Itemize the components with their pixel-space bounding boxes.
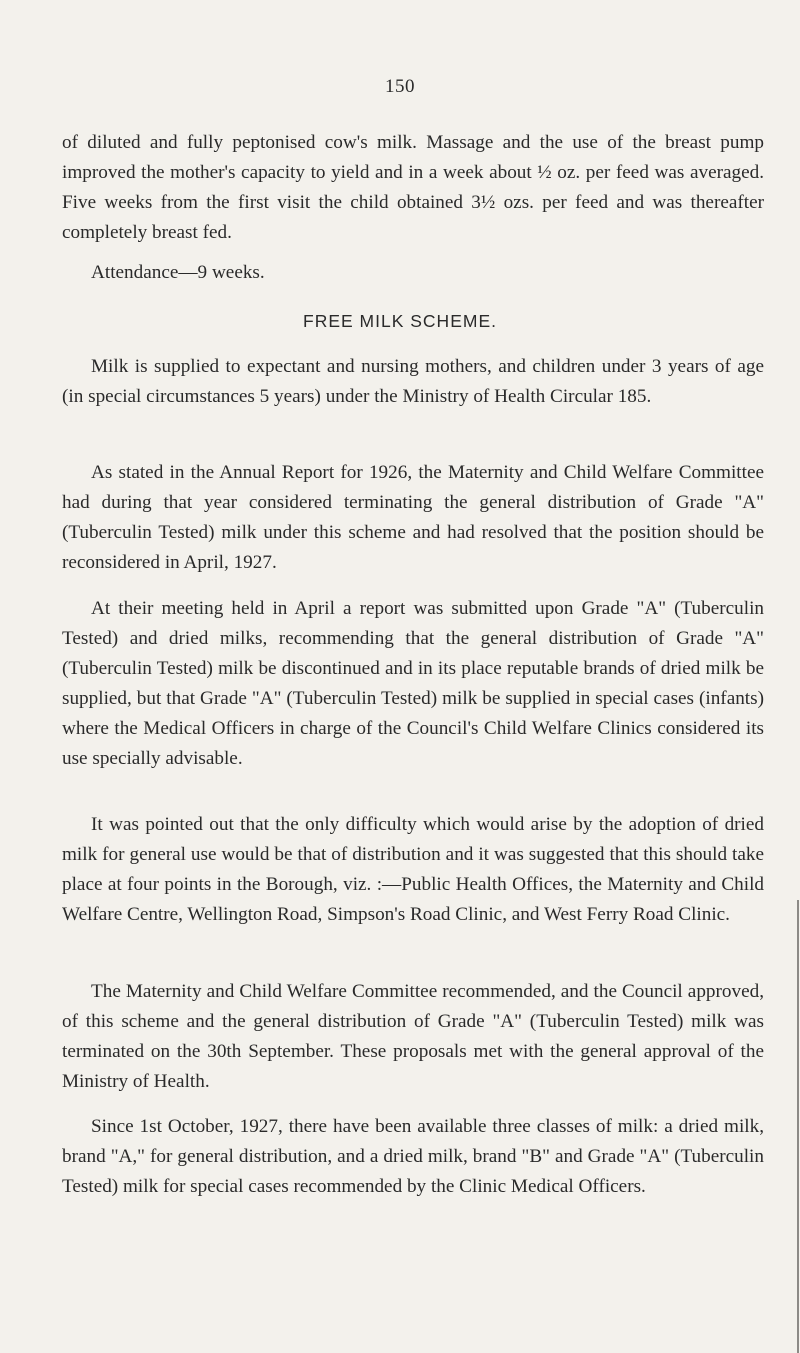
paragraph-annual-report xyxy=(62,458,764,578)
paragraph-milk-supply xyxy=(62,352,764,412)
attendance-line xyxy=(62,258,764,288)
paragraph-text: The Maternity and Child Welfare Committee recommended, and the Council approved, of this scheme and the general distribution of Grade "A" (Tuberculin Tested) milk was terminated on the 30th September. These proposals met with the general approval of the Ministry of Health. xyxy=(62,981,764,1092)
paragraph-committee xyxy=(62,977,764,1097)
paragraph-text: As stated in the Annual Report for 1926, the Maternity and Child Welfare Committee had during that year considered terminating the general distribution of Grade "A" (Tuberculin Tested) milk under this scheme and had resolved that the position should be reconsidered in April, 1927. xyxy=(62,462,764,573)
paragraph-text: of diluted and fully peptonised cow's milk. Massage and the use of the breast pump improved the mother's capacity to yield and in a week about ½ oz. per feed was averaged. Five weeks from the first visit the child obtained 3½ ozs. per feed and was thereafter completely breast fed. xyxy=(62,132,764,243)
paragraph-classes-of-milk xyxy=(62,1112,764,1202)
attendance-text: Attendance—9 weeks. xyxy=(91,262,265,283)
page-edge-shadow xyxy=(797,900,799,1353)
paragraph-text: Since 1st October, 1927, there have been available three classes of milk: a dried milk, brand "A," for general distribution, and a dried milk, brand "B" and Grade "A" (Tuberculin Tested) milk for special cases recommended by the Clinic Medical Officers. xyxy=(62,1116,764,1197)
section-heading: FREE MILK SCHEME. xyxy=(303,311,497,331)
page-number: 150 xyxy=(385,76,415,97)
paragraph-text: At their meeting held in April a report was submitted upon Grade "A" (Tuberculin Tested) and dried milks, recommending that the general distribution of Grade "A" (Tuberculin Tested) milk be discontinued and in its place reputable brands of dried milk be supplied, but that Grade "A" (Tuberculin Tested) milk be supplied in special cases (infants) where the Medical Officers in charge of the Council's Child Welfare Clinics considered its use specially advisable. xyxy=(62,598,764,769)
paragraph-text: Milk is supplied to expectant and nursing mothers, and children under 3 years of age (in special circumstances 5 years) under the Ministry of Health Circular 185. xyxy=(62,356,764,407)
continued-paragraph xyxy=(62,128,764,248)
paragraph-distribution xyxy=(62,810,764,930)
paragraph-text: It was pointed out that the only difficulty which would arise by the adoption of dried milk for general use would be that of distribution and it was suggested that this should take place at four points in the Borough, viz. :—Public Health Offices, the Maternity and Child Welfare Centre, Wellington Road, Simpson's Road Clinic, and West Ferry Road Clinic. xyxy=(62,814,764,925)
paragraph-april-meeting xyxy=(62,594,764,774)
